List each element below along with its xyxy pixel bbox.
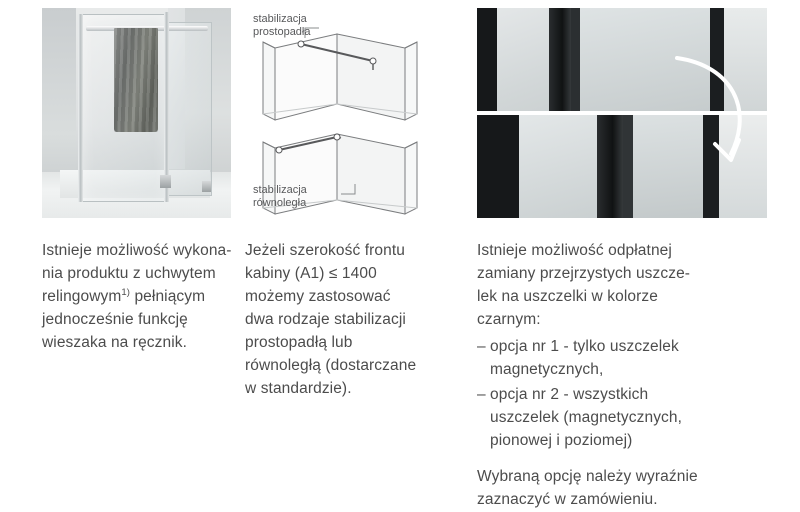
- caption-line: czarnym:: [477, 310, 541, 328]
- stabilization-diagram-svg: [245, 8, 450, 218]
- caption-text-cont: pełniącym: [130, 288, 206, 306]
- option-line: opcja nr 1 - tylko uszczelek: [490, 337, 679, 355]
- seal-photo-top: [477, 8, 767, 111]
- options-list: [477, 336, 800, 453]
- photo-profile-left: [78, 14, 83, 202]
- seal-black-gasket-bottom: [623, 115, 633, 218]
- diagram-label-top-line2: prostopadła: [253, 26, 311, 38]
- photo-towel: [114, 28, 158, 132]
- photo-profile-right: [164, 12, 169, 202]
- seal-background-right-top: [724, 8, 767, 111]
- caption-line: równoległą (dostarczane: [245, 356, 417, 374]
- column-3: [465, 8, 800, 512]
- option-line: uszczelek (magnetycznych,: [490, 408, 683, 426]
- caption-column-3: [477, 240, 800, 512]
- caption-text: relingowym: [42, 288, 122, 306]
- caption-line: zaznaczyć w zamówieniu.: [477, 491, 658, 509]
- seal-glass-panel-top: [580, 8, 710, 111]
- caption-line: Istnieje możliwość wykona-: [42, 242, 232, 259]
- seal-photo-bottom: [477, 115, 767, 218]
- list-dash: –: [477, 337, 486, 355]
- caption-line: prostopadłą lub: [245, 333, 353, 351]
- photo-support-foot-right: [202, 181, 211, 192]
- caption-line-with-footnote: [42, 286, 233, 309]
- seal-black-edge-right-bottom: [703, 115, 719, 218]
- seal-black-profile-vertical: [549, 8, 571, 111]
- column-2: [233, 8, 465, 401]
- option-line: opcja nr 2 - wszystkich: [490, 385, 649, 403]
- caption-line: kabiny (A1) ≤ 1400: [245, 264, 377, 282]
- stabilization-diagram: [245, 8, 450, 218]
- photo-support-foot-left: [160, 175, 171, 188]
- photo-glass-panel-side: [168, 22, 212, 196]
- list-item: [477, 384, 800, 453]
- caption-column-2: [245, 240, 465, 401]
- seal-glass-panel-bottom-left: [519, 115, 597, 218]
- caption-line: zamiany przejrzystych uszcze-: [477, 264, 691, 282]
- shower-cabin-photo: [42, 8, 231, 218]
- seal-black-frame-left: [477, 8, 497, 111]
- closing-note: [477, 466, 800, 512]
- column-1: [0, 8, 233, 355]
- list-dash: –: [477, 385, 486, 403]
- seal-background-right-bottom: [719, 115, 767, 218]
- caption-line: Wybraną opcję należy wyraźnie: [477, 468, 698, 486]
- seal-glass-panel-bottom-right: [633, 115, 703, 218]
- footnote-marker: 1): [121, 286, 131, 298]
- option-line: pionowej i poziomej): [490, 431, 633, 449]
- caption-line: dwa rodzaje stabilizacji: [245, 310, 406, 328]
- caption-line: jednocześnie funkcję: [42, 310, 188, 328]
- diagram-label-bottom-line1: stabilizacja: [253, 184, 307, 196]
- list-item: [477, 336, 800, 382]
- seal-black-frame-left-bottom: [477, 115, 519, 218]
- caption-line: nia produktu z uchwytem: [42, 264, 216, 282]
- list-item-text: [490, 384, 800, 453]
- caption-line: lek na uszczelki w kolorze: [477, 287, 658, 305]
- list-item-text: [490, 336, 800, 382]
- caption-line: możemy zastosować: [245, 287, 391, 305]
- seal-black-edge-right-top: [710, 8, 724, 111]
- caption-column-1: [42, 240, 233, 355]
- caption-line: wieszaka na ręcznik.: [42, 333, 188, 351]
- caption-line: w standardzie).: [245, 379, 352, 397]
- caption-line: Istnieje możliwość odpłatnej: [477, 242, 672, 259]
- option-line: magnetycznych,: [490, 360, 604, 378]
- diagram-label-top-line1: stabilizacja: [253, 13, 307, 25]
- black-seal-photos: [477, 8, 767, 218]
- seal-black-gasket: [571, 8, 580, 111]
- seal-black-profile-vertical-bottom: [597, 115, 623, 218]
- caption-line: Jeżeli szerokość frontu: [245, 242, 405, 259]
- diagram-label-bottom-line2: równoległa: [253, 197, 307, 209]
